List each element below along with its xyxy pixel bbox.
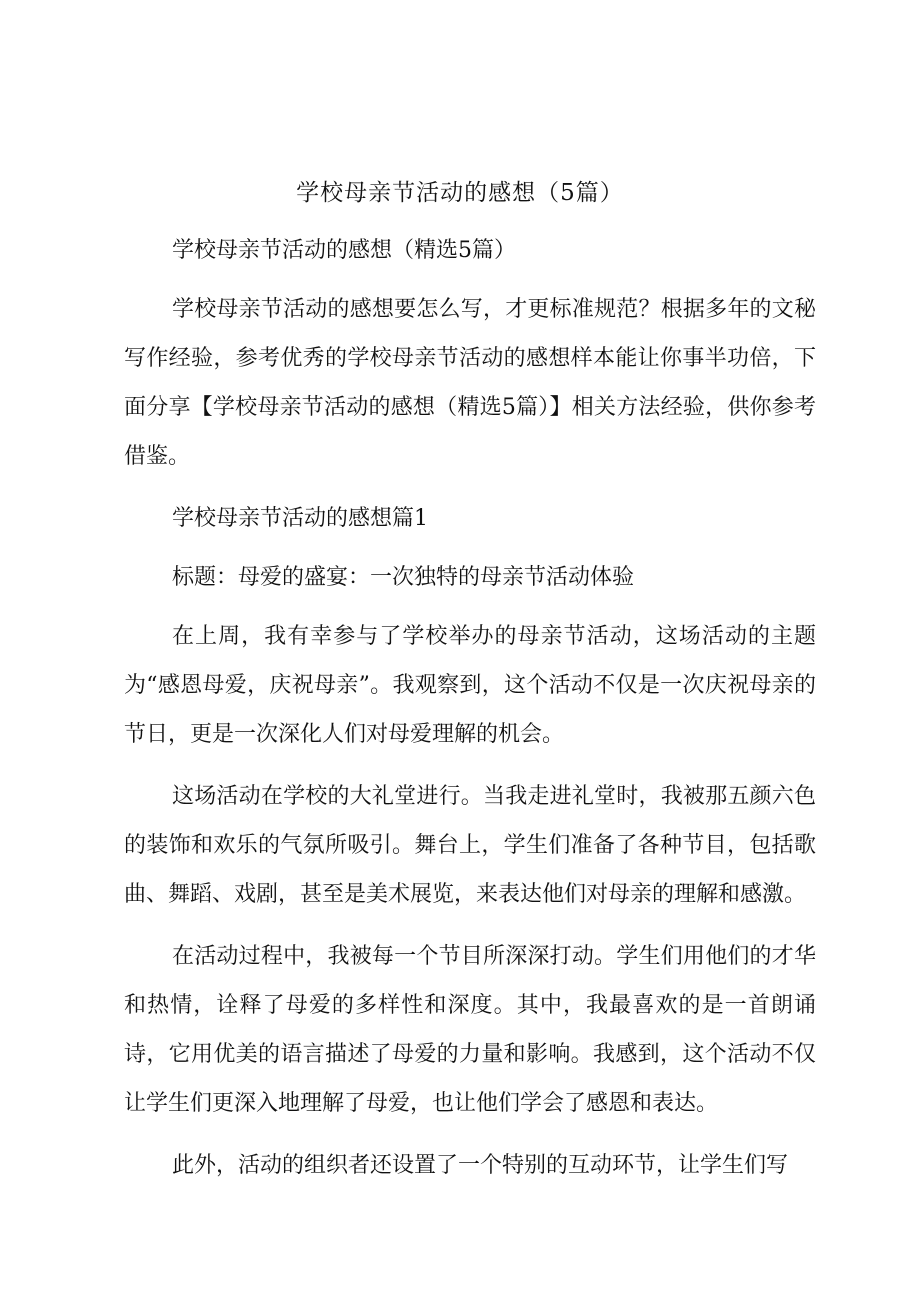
body-paragraph: 在上周，我有幸参与了学校举办的母亲节活动，这场活动的主题为“感恩母爱，庆祝母亲”。我观察到，这个活动不仅是一次庆祝母亲的节日，更是一次深化人们对母爱理解的机会。 [124, 624, 816, 747]
section-heading: 学校母亲节活动的感想篇1 [172, 506, 428, 531]
document-title: 学校母亲节活动的感想（5篇） [296, 180, 624, 206]
subtitle-paragraph: 学校母亲节活动的感想（精选5篇） [172, 238, 516, 263]
body-paragraph: 此外，活动的组织者还设置了一个特别的互动环节，让学生们写 [172, 1153, 789, 1178]
intro-paragraph: 学校母亲节活动的感想要怎么写，才更标准规范？根据多年的文秘写作经验，参考优秀的学校母亲节活动的感想样本能让你事半功倍，下面分享【学校母亲节活动的感想（精选5篇）】相关方法经验，供你参考借鉴。 [124, 297, 816, 469]
document-body [124, 226, 816, 1203]
body-paragraph: 在活动过程中，我被每一个节目所深深打动。学生们用他们的才华和热情，诠释了母爱的多样性和深度。其中，我最喜欢的是一首朗诵诗，它用优美的语言描述了母爱的力量和影响。我感到，这个活动不仅让学生们更深入地理解了母爱，也让他们学会了感恩和表达。 [124, 944, 816, 1116]
article-title-paragraph: 标题：母爱的盛宴：一次独特的母亲节活动体验 [172, 565, 635, 590]
body-paragraph: 这场活动在学校的大礼堂进行。当我走进礼堂时，我被那五颜六色的装饰和欢乐的气氛所吸引。舞台上，学生们准备了各种节目，包括歌曲、舞蹈、戏剧，甚至是美术展览，来表达他们对母亲的理解和感激。 [124, 784, 816, 907]
